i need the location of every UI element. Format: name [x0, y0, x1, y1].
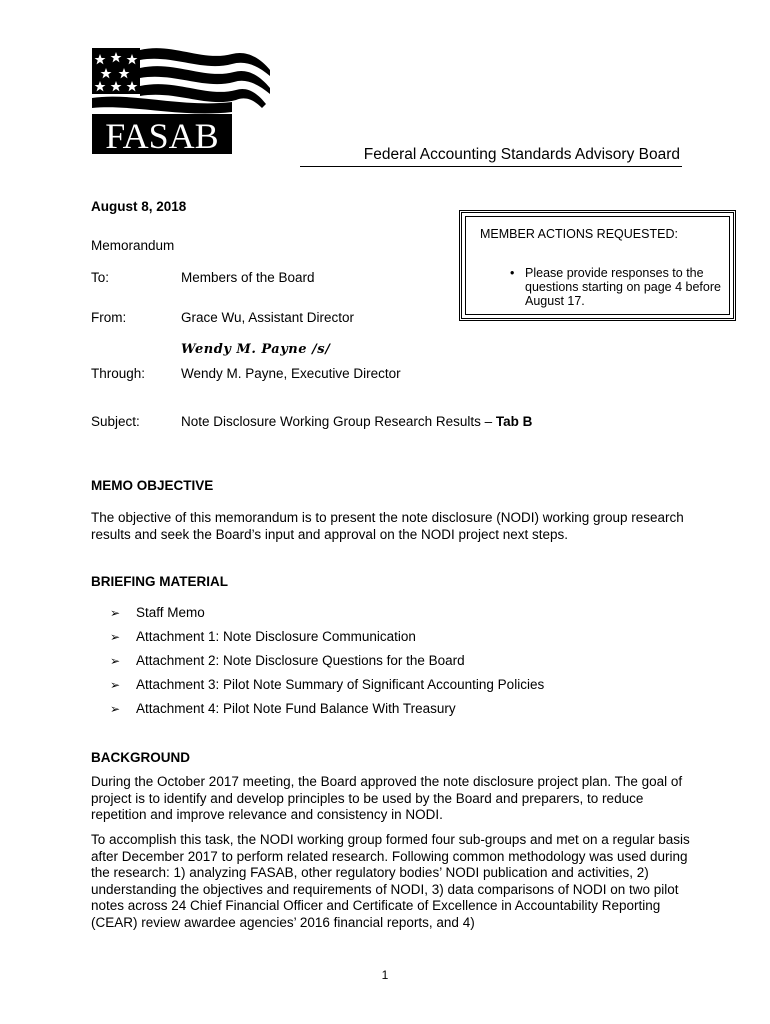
background-heading: BACKGROUND [91, 750, 190, 765]
signature: Wendy M. Payne /s/ [181, 342, 331, 357]
from-label: From: [91, 310, 127, 325]
arrow-bullet-icon: ➢ [110, 678, 121, 692]
arrow-bullet-icon: ➢ [110, 630, 121, 644]
to-label: To: [91, 270, 110, 285]
member-actions-item: Please provide responses to the questions starting on page 4 before August 17. [525, 266, 721, 308]
list-item [110, 604, 544, 628]
briefing-list [110, 604, 544, 724]
arrow-bullet-icon: ➢ [110, 654, 121, 668]
flag-logo-icon [92, 48, 272, 156]
briefing-heading: BRIEFING MATERIAL [91, 574, 228, 589]
objective-heading: MEMO OBJECTIVE [91, 478, 214, 493]
member-actions-inner [465, 216, 730, 315]
briefing-item-label: Attachment 4: Pilot Note Fund Balance With Treasury [136, 701, 456, 716]
subject-tab: Tab B [495, 414, 533, 429]
list-item [110, 652, 544, 676]
objective-text: The objective of this memorandum is to present the note disclosure (NODI) working group research results and seek the Board’s input and approval on the NODI project next steps. [91, 510, 684, 542]
arrow-bullet-icon: ➢ [110, 702, 121, 716]
from-value: Grace Wu, Assistant Director [181, 310, 355, 325]
header-rule [300, 166, 682, 167]
member-actions-box [459, 210, 736, 321]
briefing-item-label: Attachment 1: Note Disclosure Communication [136, 629, 416, 644]
background-paragraph-2: To accomplish this task, the NODI working group formed four sub-groups and met on a regular basis after December 2017 to perform related research. Following common methodology was used during the research: 1) analyzing FASAB, other regulatory bodies’ NODI publication and activities, 2) understanding the objectives and requirements of NODI, 3) data comparisons of NODI on two pilot notes across 24 Chief Financial Officer and Certificate of Excellence in Accountability Reporting (CEAR) review awardee agencies’ 2016 financial reports, and 4) [91, 832, 690, 930]
arrow-bullet-icon: ➢ [110, 606, 121, 620]
through-label: Through: [91, 366, 146, 381]
to-value: Members of the Board [181, 270, 315, 285]
subject-value [181, 414, 532, 429]
list-item [110, 628, 544, 652]
list-item [110, 676, 544, 700]
bullet-icon: • [510, 266, 515, 280]
memo-kind: Memorandum [91, 238, 175, 253]
organization-name: Federal Accounting Standards Advisory Board [363, 146, 680, 163]
subject-label: Subject: [91, 414, 140, 429]
briefing-item-label: Attachment 2: Note Disclosure Questions for the Board [136, 653, 465, 668]
page-number: 1 [381, 968, 389, 982]
list-item [110, 700, 544, 724]
fasab-logo [92, 48, 272, 156]
logo-wordmark: FASAB [105, 116, 219, 156]
member-actions-title: MEMBER ACTIONS REQUESTED: [480, 227, 678, 241]
briefing-item-label: Staff Memo [136, 605, 205, 620]
through-value: Wendy M. Payne, Executive Director [181, 366, 401, 381]
memo-date: August 8, 2018 [91, 199, 187, 214]
briefing-item-label: Attachment 3: Pilot Note Summary of Significant Accounting Policies [136, 677, 545, 692]
subject-text: Note Disclosure Working Group Research Results – [181, 414, 496, 429]
background-paragraph-1: During the October 2017 meeting, the Board approved the note disclosure project plan. The goal of project is to identify and develop principles to be used by the Board and preparers, to reduce repetition and improve relevance and consistency in NODI. [91, 774, 683, 822]
